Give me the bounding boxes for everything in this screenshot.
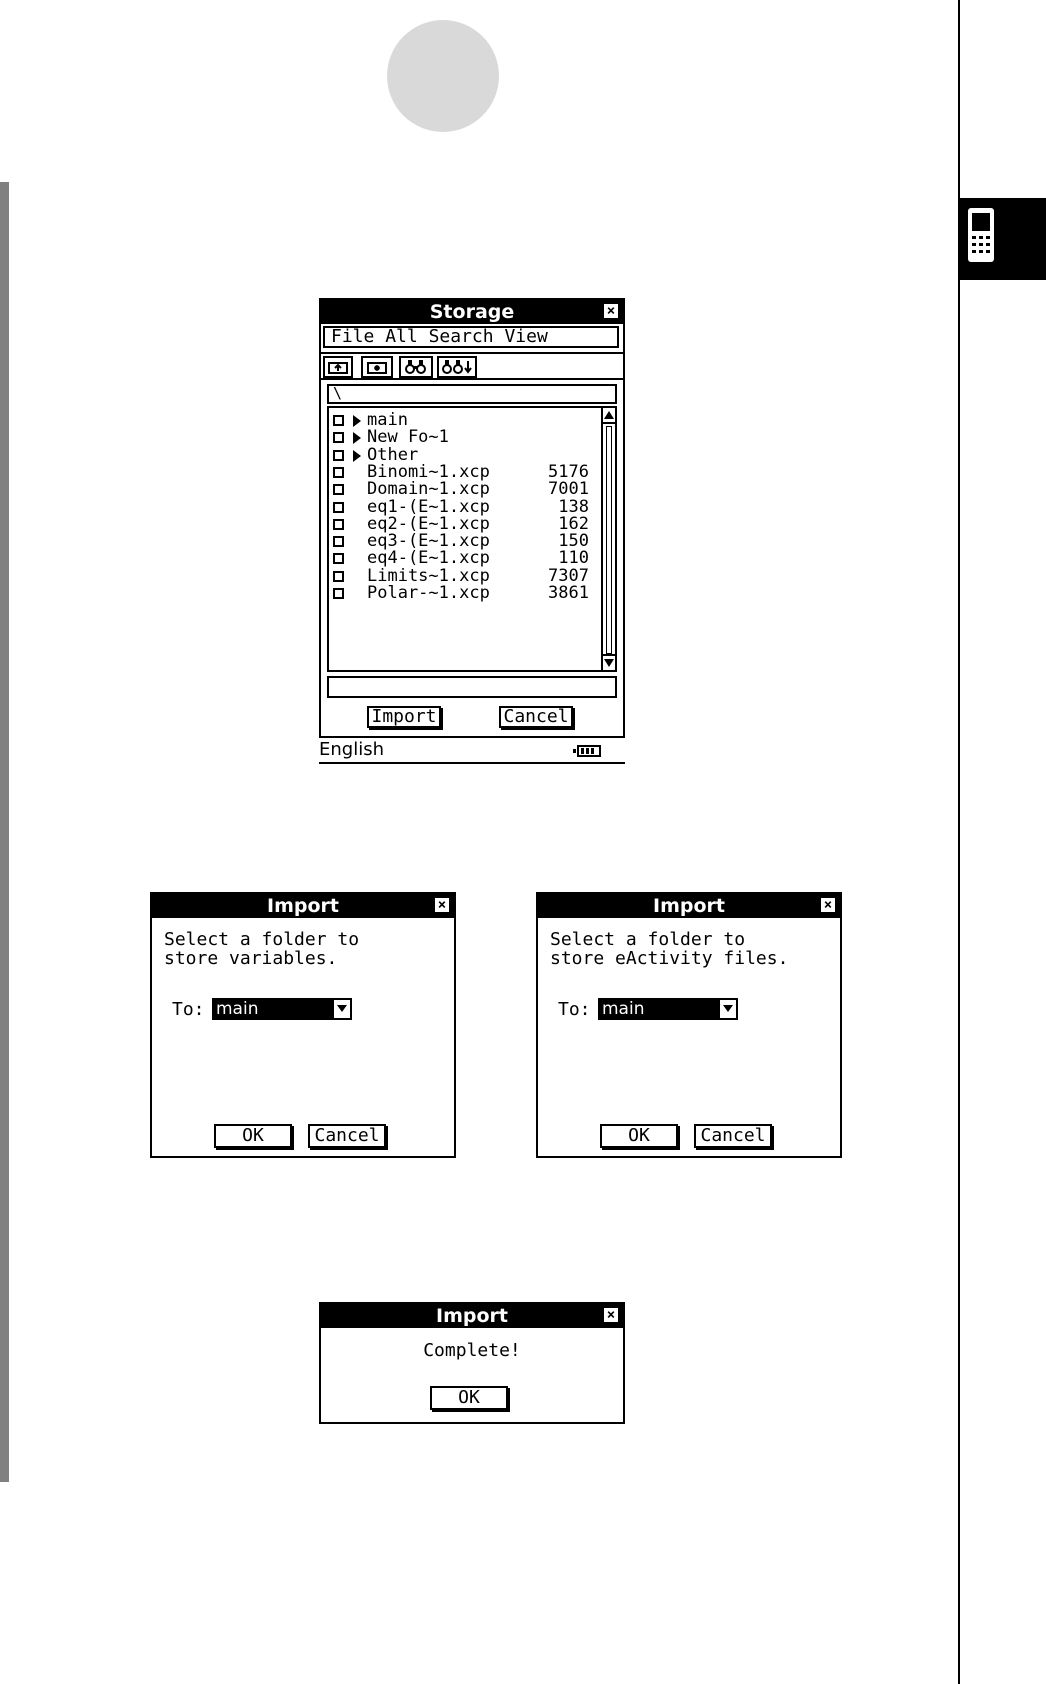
- search-next-icon[interactable]: [437, 356, 477, 378]
- file-size: 110: [558, 548, 589, 569]
- status-bar: [319, 738, 625, 764]
- checkbox[interactable]: [333, 519, 344, 530]
- folder-select-value: main: [602, 999, 645, 1019]
- checkbox[interactable]: [333, 467, 344, 478]
- checkbox[interactable]: [333, 415, 344, 426]
- cancel-button[interactable]: Cancel: [694, 1124, 772, 1148]
- menu-all[interactable]: All: [385, 326, 418, 347]
- file-size: 7001: [548, 479, 589, 500]
- folder-expand-icon[interactable]: [353, 432, 361, 444]
- scrollbar[interactable]: [601, 406, 617, 672]
- file-name: eq3-(E~1.xcp: [367, 531, 490, 552]
- ok-button[interactable]: OK: [214, 1124, 292, 1148]
- chevron-down-icon[interactable]: [718, 1000, 736, 1018]
- to-label: To:: [172, 999, 205, 1020]
- menu-file[interactable]: File: [331, 326, 375, 347]
- file-name: Binomi~1.xcp: [367, 461, 490, 482]
- checkbox[interactable]: [333, 536, 344, 547]
- folder-expand-icon[interactable]: [353, 450, 361, 462]
- file-size: 3861: [548, 583, 589, 603]
- dialog-message: Select a folder to store variables.: [164, 929, 360, 969]
- checkbox[interactable]: [333, 588, 344, 599]
- file-name: main: [367, 410, 408, 430]
- list-item[interactable]: [333, 585, 595, 602]
- close-icon[interactable]: ×: [820, 897, 836, 913]
- file-name: eq1-(E~1.xcp: [367, 496, 490, 517]
- import-complete-dialog: [319, 1302, 625, 1424]
- file-name: Limits~1.xcp: [367, 565, 490, 586]
- left-margin-bar: [0, 182, 9, 1482]
- cancel-button[interactable]: Cancel: [308, 1124, 386, 1148]
- folder-up-icon[interactable]: [323, 356, 353, 378]
- battery-icon: [577, 745, 601, 757]
- calculator-icon: [960, 198, 1046, 280]
- folder-select[interactable]: [212, 998, 352, 1020]
- status-language: English: [319, 739, 384, 760]
- search-icon[interactable]: [399, 356, 433, 378]
- dialog-title: Import: [321, 1304, 623, 1328]
- file-name: eq2-(E~1.xcp: [367, 513, 490, 534]
- checkbox[interactable]: [333, 571, 344, 582]
- file-size: 162: [558, 513, 589, 534]
- cancel-button[interactable]: Cancel: [499, 706, 573, 728]
- chapter-circle: [387, 20, 499, 132]
- scroll-down-icon[interactable]: [603, 654, 615, 670]
- storage-window: [319, 298, 625, 738]
- file-name: Domain~1.xcp: [367, 479, 490, 500]
- close-icon[interactable]: ×: [434, 897, 450, 913]
- import-variables-dialog: [150, 892, 456, 1158]
- scroll-track[interactable]: [606, 426, 612, 654]
- checkbox[interactable]: [333, 502, 344, 513]
- import-button[interactable]: Import: [367, 706, 441, 728]
- chevron-down-icon[interactable]: [332, 1000, 350, 1018]
- dialog-message: Select a folder to store eActivity files.: [550, 929, 789, 969]
- path-display: \: [327, 384, 617, 404]
- close-icon[interactable]: ×: [603, 303, 619, 319]
- menu-view[interactable]: View: [504, 326, 548, 347]
- dialog-title: Import: [152, 894, 454, 918]
- checkbox[interactable]: [333, 553, 344, 564]
- list-item[interactable]: [333, 550, 595, 567]
- close-icon[interactable]: ×: [603, 1307, 619, 1323]
- ok-button[interactable]: OK: [600, 1124, 678, 1148]
- file-name: Polar-~1.xcp: [367, 583, 490, 603]
- list-item[interactable]: [333, 496, 595, 517]
- storage-title: Storage: [321, 300, 623, 324]
- ok-button[interactable]: OK: [430, 1386, 508, 1410]
- toolbar: [321, 352, 623, 380]
- dialog-title: Import: [538, 894, 840, 918]
- file-size: 7307: [548, 565, 589, 586]
- file-name: Other: [367, 444, 419, 465]
- file-list[interactable]: [327, 406, 601, 672]
- folder-select[interactable]: [598, 998, 738, 1020]
- calculator-tab: [960, 198, 1046, 280]
- filename-field[interactable]: [327, 676, 617, 698]
- checkbox[interactable]: [333, 432, 344, 443]
- dialog-message: Complete!: [423, 1340, 521, 1361]
- new-folder-icon[interactable]: [361, 356, 393, 378]
- menu-search[interactable]: Search: [428, 326, 494, 347]
- to-label: To:: [558, 999, 591, 1020]
- file-size: 150: [558, 531, 589, 552]
- scroll-up-icon[interactable]: [603, 408, 615, 424]
- file-size: 138: [558, 496, 589, 517]
- checkbox[interactable]: [333, 484, 344, 495]
- file-size: 5176: [548, 461, 589, 482]
- file-name: New Fo~1: [367, 427, 449, 448]
- import-eactivity-dialog: [536, 892, 842, 1158]
- checkbox[interactable]: [333, 450, 344, 461]
- list-item[interactable]: [333, 429, 595, 446]
- list-item[interactable]: [333, 481, 595, 498]
- file-name: eq4-(E~1.xcp: [367, 548, 490, 569]
- folder-expand-icon[interactable]: [353, 415, 361, 427]
- folder-select-value: main: [216, 999, 259, 1019]
- menu-bar: [323, 326, 619, 348]
